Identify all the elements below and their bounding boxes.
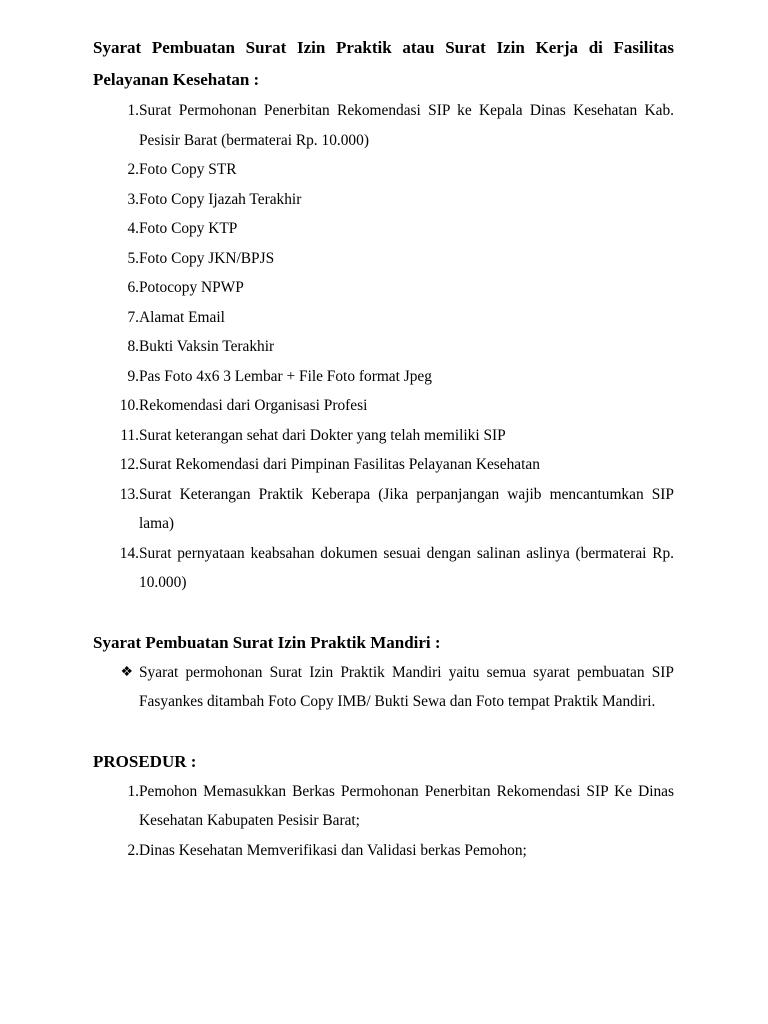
list-item-text: Foto Copy JKN/BPJS — [139, 249, 275, 267]
list-item — [93, 539, 674, 598]
list-item-number: 4. — [127, 220, 139, 237]
list-item-text: Foto Copy KTP — [139, 220, 238, 237]
list-item-number: 5. — [127, 249, 139, 267]
list-item-number: 1. — [127, 782, 139, 800]
list-item-text: Surat Rekomendasi dari Pimpinan Fasilitas Pelayanan Kesehatan — [139, 456, 540, 473]
mandiri-list — [93, 658, 674, 717]
list-item-number: 9. — [127, 367, 139, 385]
list-item-number: 8. — [127, 338, 139, 355]
list-item — [93, 362, 674, 392]
list-item-number: 2. — [127, 161, 139, 178]
list-item-number: 7. — [127, 308, 139, 326]
list-item-text: Pas Foto 4x6 3 Lembar + File Foto format Jpeg — [139, 367, 432, 385]
list-item-text: Bukti Vaksin Terakhir — [139, 338, 275, 355]
procedure-list — [93, 777, 674, 866]
list-item — [93, 303, 674, 333]
list-item-text: Rekomendasi dari Organisasi Profesi — [139, 397, 368, 414]
list-item-text: Potocopy NPWP — [139, 279, 244, 296]
list-item — [93, 450, 674, 480]
document-page — [93, 32, 674, 865]
list-item-number: 14. — [119, 544, 139, 562]
section-mandiri-heading: Syarat Pembuatan Surat Izin Praktik Mandiri : — [93, 632, 441, 652]
list-item-text: Surat Keterangan Praktik Keberapa (Jika perpanjangan wajib mencantumkan SIP lama) — [139, 485, 674, 532]
list-item — [93, 214, 674, 244]
list-item-number: 10. — [119, 397, 139, 414]
list-item-number: 2. — [127, 841, 139, 859]
list-item-text: Surat Permohonan Penerbitan Rekomendasi SIP ke Kepala Dinas Kesehatan Kab. Pesisir Barat (bermaterai Rp. 10.000) — [139, 102, 674, 149]
list-item — [93, 480, 674, 539]
list-item — [93, 421, 674, 451]
requirements-list — [93, 96, 674, 598]
list-item — [93, 836, 674, 866]
list-item-text: Foto Copy Ijazah Terakhir — [139, 190, 302, 208]
list-item — [93, 273, 674, 303]
list-item-number: 1. — [127, 102, 139, 119]
list-item — [93, 777, 674, 836]
list-item — [93, 96, 674, 155]
list-item — [93, 332, 674, 362]
list-item — [93, 658, 674, 717]
list-item-number: 12. — [119, 456, 139, 473]
list-item-text: Pemohon Memasukkan Berkas Permohonan Penerbitan Rekomendasi SIP Ke Dinas Kesehatan Kabupaten Pesisir Barat; — [139, 782, 674, 829]
list-item-number: 6. — [127, 279, 139, 296]
list-item-text: Dinas Kesehatan Memverifikasi dan Validasi berkas Pemohon; — [139, 841, 527, 859]
list-item-number: 11. — [120, 426, 139, 444]
section-procedure-heading: PROSEDUR : — [93, 751, 197, 771]
list-item-number: 13. — [119, 485, 139, 503]
section-requirements-heading: Syarat Pembuatan Surat Izin Praktik atau Surat Izin Kerja di Fasilitas Pelayanan Kesehatan : — [93, 38, 674, 89]
list-item-text: Alamat Email — [139, 308, 225, 326]
list-item-text: Surat keterangan sehat dari Dokter yang telah memiliki SIP — [139, 426, 506, 444]
list-item-number: 3. — [127, 190, 139, 208]
list-item — [93, 155, 674, 185]
list-item — [93, 185, 674, 215]
list-item-text: Foto Copy STR — [139, 161, 237, 178]
list-item — [93, 391, 674, 421]
diamond-bullet-icon: ❖ — [120, 664, 133, 680]
list-item-text: Syarat permohonan Surat Izin Praktik Mandiri yaitu semua syarat pembuatan SIP Fasyankes ditambah Foto Copy IMB/ Bukti Sewa dan Foto tempat Praktik Mandiri. — [139, 663, 674, 710]
list-item-text: Surat pernyataan keabsahan dokumen sesuai dengan salinan aslinya (bermaterai Rp. 10.000) — [139, 544, 674, 591]
list-item — [93, 244, 674, 274]
